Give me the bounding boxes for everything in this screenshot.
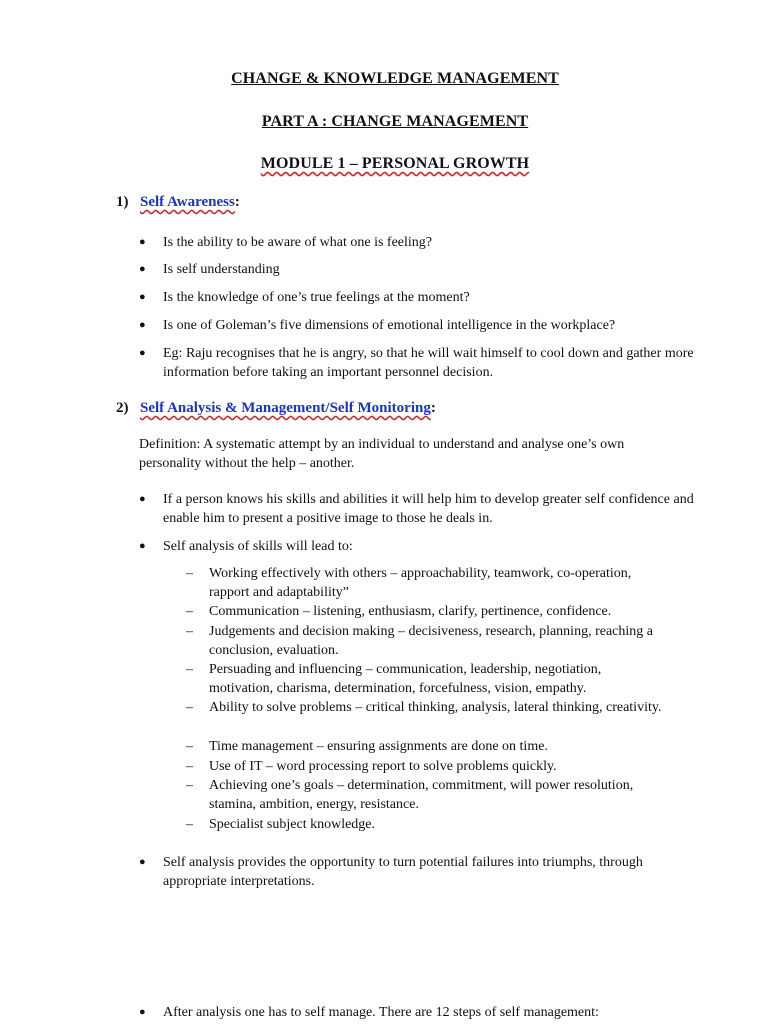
skill-item-text: Achieving one’s goals – determination, commitment, will power resolution, stamina, ambition, energy, resistance. — [209, 778, 634, 812]
skill-item — [186, 776, 666, 814]
bullet-icon: ● — [139, 319, 146, 331]
skill-item-text: Ability to solve problems – critical thinking, analysis, lateral thinking, creativity. — [209, 700, 662, 715]
dash-icon: – — [186, 759, 193, 774]
document-title — [0, 70, 768, 88]
list-item-text: Is the knowledge of one’s true feelings at the moment? — [163, 290, 470, 305]
bullet-icon: ● — [139, 263, 146, 275]
section-1-heading — [116, 194, 240, 211]
dash-icon: – — [186, 778, 193, 793]
section-2-title: Self Analysis & Management/Self Monitoring — [140, 400, 431, 416]
part-heading-text: PART A : CHANGE MANAGEMENT — [261, 113, 529, 130]
dash-icon: – — [186, 604, 193, 619]
list-item — [139, 490, 699, 528]
list-item-text: Self analysis of skills will lead to: — [163, 539, 353, 554]
list-item — [139, 344, 699, 382]
skill-item — [186, 815, 666, 834]
list-item-text: Self analysis provides the opportunity to turn potential failures into triumphs, through appropriate interpretations. — [163, 855, 643, 889]
skill-item-text: Use of IT – word processing report to solve problems quickly. — [209, 759, 557, 774]
list-item — [139, 233, 699, 252]
part-heading — [0, 113, 768, 131]
bullet-icon: ● — [139, 493, 146, 505]
list-item — [139, 260, 699, 279]
definition-paragraph: Definition: A systematic attempt by an individual to understand and analyse one’s own personality without the help – another. — [139, 437, 625, 471]
skill-item — [186, 757, 666, 776]
bullet-icon: ● — [139, 1006, 146, 1018]
skill-item — [186, 622, 666, 660]
section-2-heading — [116, 400, 436, 417]
skill-item-text: Time management – ensuring assignments are done on time. — [209, 739, 548, 754]
section-1-colon: : — [234, 194, 240, 210]
list-item-text: Is one of Goleman’s five dimensions of emotional intelligence in the workplace? — [163, 318, 616, 333]
bullet-icon: ● — [139, 856, 146, 868]
skill-item — [186, 602, 666, 621]
list-item — [139, 316, 699, 335]
list-item-text: Is self understanding — [163, 262, 280, 277]
dash-icon: – — [186, 662, 193, 677]
list-item — [139, 853, 699, 891]
list-item-text: After analysis one has to self manage. There are 12 steps of self management: — [163, 1005, 599, 1020]
section-1-title: Self Awareness — [140, 194, 235, 210]
skill-item-text: Persuading and influencing – communication, leadership, negotiation, motivation, charisma, determination, forcefulness, vision, empathy. — [209, 662, 602, 696]
bullet-icon: ● — [139, 540, 146, 552]
skill-item — [186, 737, 666, 756]
bullet-icon: ● — [139, 236, 146, 248]
list-item — [139, 537, 699, 556]
dash-icon: – — [186, 700, 193, 715]
list-item-text: If a person knows his skills and abilities it will help him to develop greater self confidence and enable him to present a positive image to those he deals in. — [163, 492, 694, 526]
list-item-text: Is the ability to be aware of what one is feeling? — [163, 235, 433, 250]
section-2-colon: : — [430, 400, 436, 416]
document-title-text: CHANGE & KNOWLEDGE MANAGEMENT — [231, 70, 559, 87]
section-2-number: 2) — [116, 400, 129, 416]
skill-item-text: Specialist subject knowledge. — [209, 817, 376, 832]
dash-icon: – — [186, 739, 193, 754]
bullet-icon: ● — [139, 291, 146, 303]
dash-icon: – — [186, 624, 193, 639]
skill-item — [186, 698, 666, 717]
skill-item-text: Communication – listening, enthusiasm, clarify, pertinence, confidence. — [209, 604, 612, 619]
module-heading-text: MODULE 1 – PERSONAL GROWTH — [260, 155, 530, 172]
module-heading — [0, 155, 768, 173]
list-item — [139, 1003, 699, 1022]
section-1-number: 1) — [116, 194, 129, 210]
dash-icon: – — [186, 566, 193, 581]
bullet-icon: ● — [139, 347, 146, 359]
skill-item — [186, 660, 666, 698]
skill-item-text: Judgements and decision making – decisiveness, research, planning, reaching a conclusion, evaluation. — [209, 624, 653, 658]
skill-item — [186, 564, 666, 602]
skill-item-text: Working effectively with others – approachability, teamwork, co-operation, rapport and adaptability” — [209, 566, 632, 600]
list-item-text: Eg: Raju recognises that he is angry, so that he will wait himself to cool down and gather more information before taking an important personnel decision. — [163, 346, 694, 380]
list-item — [139, 288, 699, 307]
dash-icon: – — [186, 817, 193, 832]
